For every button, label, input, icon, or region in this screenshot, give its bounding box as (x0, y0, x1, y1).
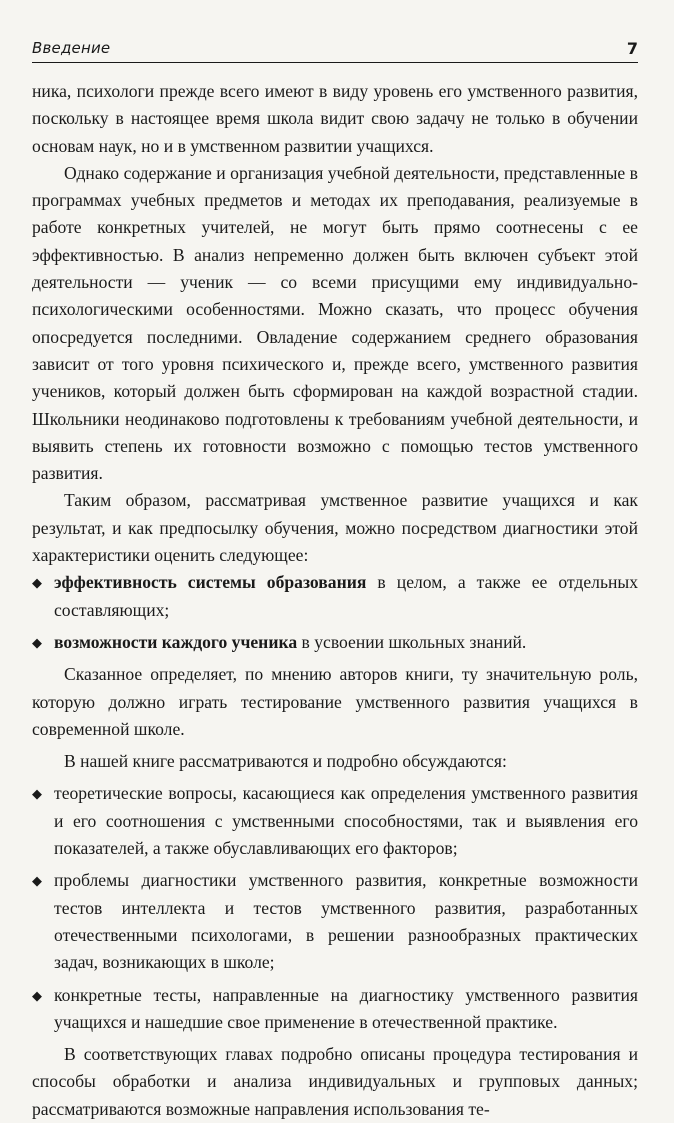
list-item-emphasis: возможности каждого ученика (54, 631, 298, 652)
diamond-bullet-icon: ◆ (32, 873, 42, 889)
diamond-bullet-icon: ◆ (32, 634, 42, 650)
section-title: Введение (32, 39, 111, 57)
diamond-bullet-icon: ◆ (32, 987, 42, 1003)
list-item-text: проблемы диагностики умственного развития, конкретные возможности тестов интеллекта и тестов умственного развития, разработанных отечественными психологами, в решении разнообразных практических задач, возникающих в школе; (54, 870, 638, 973)
paragraph: Однако содержание и организация учебной деятельности, представленные в программах учебных предметов и методах их преподавания, реализуемые в работе конкретных учителей, не могут быть прямо соотнесены с ее эффективностью. В анализ непременно должен быть включен субъект этой деятельности — ученик — со всеми присущими ему индивидуально-психологическими особенностями. Можно сказать, что процесс обучения опосредуется последними. Овладение содержанием среднего образования зависит от того уровня психического и, прежде всего, умственного развития учеников, который должен быть сформирован на каждой возрастной стадии. Школьники неодинаково подготовлены к требованиям учебной деятельности, и выявить степень их готовности возможно с помощью тестов умственного развития. (32, 162, 638, 484)
main-text (32, 78, 638, 1123)
paragraph-continuation: ника, психологи прежде всего имеют в виду уровень его умственного развития, поскольку в настоящее время школа видит свою задачу не только в обучении основам наук, но и в умственном развитии учащихся. (32, 81, 638, 156)
diamond-bullet-icon: ◆ (32, 575, 42, 591)
list-item (32, 629, 638, 656)
list-item (32, 982, 638, 1037)
list-item-emphasis: эффективность системы образования (54, 572, 367, 593)
list-item (32, 780, 638, 862)
paragraph: В нашей книге рассматриваются и подробно обсуждаются: (64, 751, 507, 772)
bullet-list-topics (32, 780, 638, 1036)
list-item-text: теоретические вопросы, касающиеся как определения умственного развития и его соотношения с умственными способностями, так и выявления его показателей, а также обуславливающих его факторов; (54, 783, 638, 859)
paragraph: Таким образом, рассматривая умственное развитие учащихся и как результат, и как предпосылку обучения, можно посредством диагностики этой характеристики оценить следующее: (32, 490, 638, 566)
list-item-text: в усвоении школьных знаний. (297, 631, 527, 652)
bullet-list-assessment (32, 569, 638, 656)
list-item-text: в целом, а также ее отдельных составляющих; (54, 572, 638, 620)
page-number: 7 (626, 39, 638, 58)
list-item (32, 569, 638, 624)
diamond-bullet-icon: ◆ (32, 786, 42, 802)
list-item-text: конкретные тесты, направленные на диагностику умственного развития учащихся и нашедшие свое применение в отечественной практике. (54, 984, 638, 1032)
running-header (32, 28, 638, 63)
paragraph: Сказанное определяет, по мнению авторов книги, ту значительную роль, которую должно играть тестирование умственного развития учащихся в современной школе. (32, 664, 638, 739)
list-item (32, 867, 638, 976)
paragraph: В соответствующих главах подробно описаны процедура тестирования и способы обработки и анализа индивидуальных и групповых данных; рассматриваются возможные направления использования те- (32, 1044, 638, 1119)
